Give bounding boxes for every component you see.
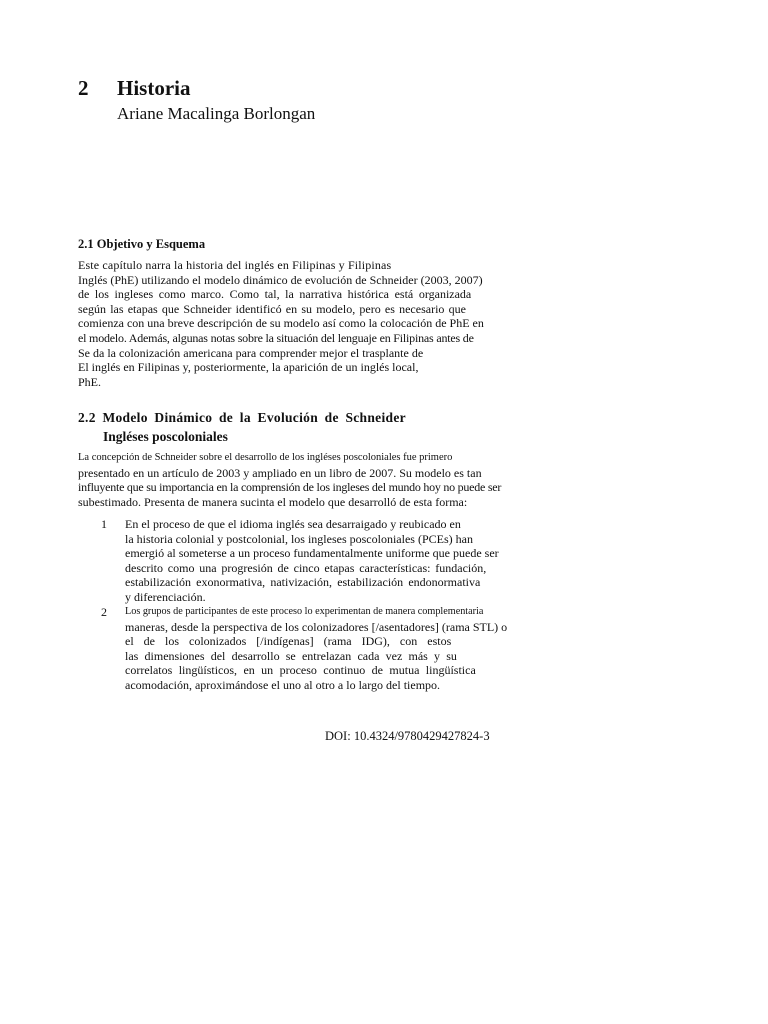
doi: DOI: 10.4324/9780429427824-3 bbox=[325, 729, 490, 743]
list-item-line: la historia colonial y postcolonial, los ingleses poscoloniales (PCEs) han bbox=[125, 531, 473, 546]
paragraph-line: el modelo. Además, algunas notas sobre la situación del lenguaje en Filipinas antes de bbox=[78, 330, 474, 345]
paragraph-line: influyente que su importancia en la comprensión de los ingleses del mundo hoy no puede ser bbox=[78, 480, 502, 495]
list-item-line: Los grupos de participantes de este proceso lo experimentan de manera complementaria bbox=[125, 606, 484, 617]
section-2-1-paragraph bbox=[78, 258, 484, 389]
paragraph-line: comienza con una breve descripción de su modelo así como la colocación de PhE en bbox=[78, 316, 484, 331]
list-item-line: y diferenciación. bbox=[125, 589, 206, 604]
list-item-line: emergió al someterse a un proceso fundamentalmente uniforme que puede ser bbox=[125, 546, 499, 561]
paragraph-line: PhE. bbox=[78, 374, 102, 389]
list-item-number: 1 bbox=[101, 517, 107, 531]
list-item-line: acomodación, aproximándose el uno al otro a lo largo del tiempo. bbox=[125, 677, 441, 692]
chapter-number: 2 bbox=[78, 76, 89, 100]
list-item-line: estabilización exonormativa, nativización, estabilización endonormativa bbox=[125, 575, 481, 590]
section-2-2-paragraph bbox=[78, 451, 501, 509]
paragraph-line: Se da la colonización americana para comprender mejor el trasplante de bbox=[78, 345, 424, 360]
section-heading-2-2: 2.2 Modelo Dinámico de la Evolución de Schneider bbox=[78, 410, 406, 425]
paragraph-line: La concepción de Schneider sobre el desarrollo de los ingléses poscoloniales fue primero bbox=[78, 452, 453, 463]
list-item-line: En el proceso de que el idioma inglés sea desarraigado y reubicado en bbox=[125, 517, 461, 531]
section-heading-2-1: 2.1 Objetivo y Esquema bbox=[78, 237, 206, 251]
paragraph-line: El inglés en Filipinas y, posteriormente, la aparición de un inglés local, bbox=[78, 360, 419, 375]
paragraph-line: Este capítulo narra la historia del inglés en Filipinas y Filipinas bbox=[78, 258, 392, 272]
paragraph-line: subestimado. Presenta de manera sucinta el modelo que desarrolló de esta forma: bbox=[78, 494, 468, 509]
chapter-title: Historia bbox=[117, 76, 191, 100]
list-item-line: el de los colonizados [/indígenas] (rama IDG), con estos bbox=[125, 634, 452, 649]
paragraph-line: según las etapas que Schneider identificó en su modelo, pero es necesario que bbox=[78, 301, 466, 316]
list-item bbox=[125, 605, 507, 693]
paragraph-line: presentado en un artículo de 2003 y ampliado en un libro de 2007. Su modelo es tan bbox=[78, 465, 482, 480]
chapter-author: Ariane Macalinga Borlongan bbox=[117, 104, 316, 123]
section-subheading-2-2: Ingléses poscoloniales bbox=[103, 429, 228, 444]
list-item bbox=[125, 517, 499, 605]
list-item-line: correlatos lingüísticos, en un proceso continuo de mutua lingüística bbox=[125, 663, 476, 678]
list-item-number: 2 bbox=[101, 605, 107, 619]
paragraph-line: Inglés (PhE) utilizando el modelo dinámico de evolución de Schneider (2003, 2007) bbox=[78, 272, 483, 287]
list-item-line: maneras, desde la perspectiva de los colonizadores [/asentadores] (rama STL) o bbox=[125, 619, 508, 634]
paragraph-line: de los ingleses como marco. Como tal, la narrativa histórica está organizada bbox=[78, 287, 472, 302]
list-item-line: descrito como una progresión de cinco etapas características: fundación, bbox=[125, 560, 487, 575]
list-item-line: las dimensiones del desarrollo se entrelazan cada vez más y su bbox=[125, 648, 457, 663]
